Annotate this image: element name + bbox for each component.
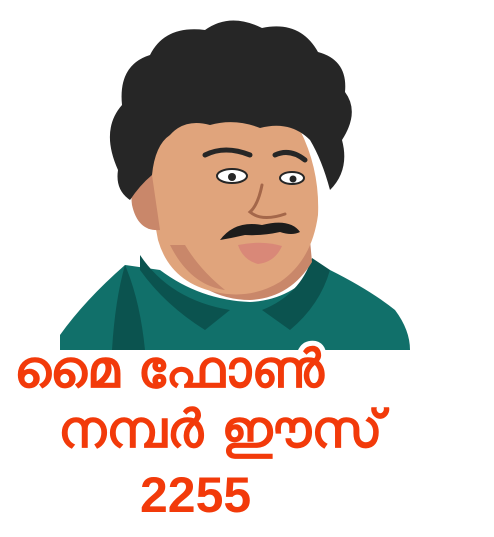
caption-line-2: നമ്പർ ഈസ് — [58, 400, 383, 460]
caption-line-1: മൈ ഫോൺ — [14, 340, 325, 400]
caption-line-3: 2255 — [140, 467, 252, 523]
pupil-left — [228, 173, 236, 181]
pupil-right — [290, 176, 297, 183]
